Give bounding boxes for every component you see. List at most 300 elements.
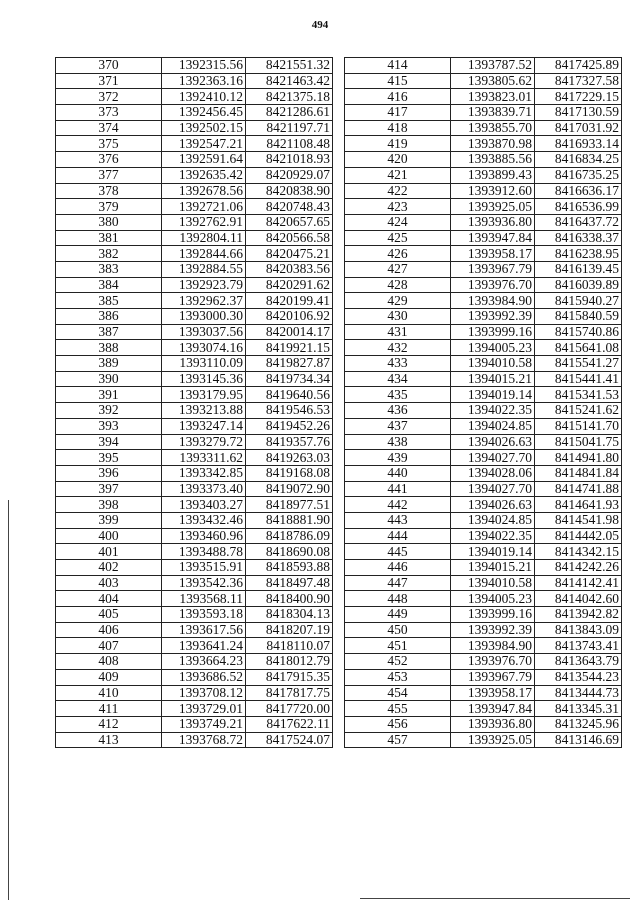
coordinate-x: 1394022.35 bbox=[451, 403, 535, 419]
point-number: 372 bbox=[56, 89, 162, 105]
point-number: 436 bbox=[345, 403, 451, 419]
coordinate-x: 1393641.24 bbox=[162, 638, 246, 654]
coordinate-x: 1392315.56 bbox=[162, 58, 246, 74]
coordinate-y: 8420838.90 bbox=[246, 183, 333, 199]
point-number: 387 bbox=[56, 324, 162, 340]
table-row bbox=[345, 89, 622, 105]
table-row bbox=[56, 293, 333, 309]
coordinate-y: 8420566.58 bbox=[246, 230, 333, 246]
coordinate-y: 8414342.15 bbox=[535, 544, 622, 560]
point-number: 412 bbox=[56, 716, 162, 732]
coordinate-x: 1393515.91 bbox=[162, 560, 246, 576]
coordinate-y: 8416139.45 bbox=[535, 261, 622, 277]
table-row bbox=[56, 528, 333, 544]
table-row bbox=[345, 105, 622, 121]
point-number: 455 bbox=[345, 701, 451, 717]
coordinate-x: 1394026.63 bbox=[451, 497, 535, 513]
table-row bbox=[56, 152, 333, 168]
coordinate-x: 1393110.09 bbox=[162, 356, 246, 372]
point-number: 409 bbox=[56, 669, 162, 685]
coordinate-x: 1393179.95 bbox=[162, 387, 246, 403]
point-number: 398 bbox=[56, 497, 162, 513]
table-row bbox=[345, 669, 622, 685]
coordinate-x: 1392502.15 bbox=[162, 120, 246, 136]
coordinate-x: 1393885.56 bbox=[451, 152, 535, 168]
coordinate-y: 8420929.07 bbox=[246, 167, 333, 183]
coordinate-y: 8421551.32 bbox=[246, 58, 333, 74]
point-number: 427 bbox=[345, 261, 451, 277]
coordinate-x: 1393839.71 bbox=[451, 105, 535, 121]
coordinate-x: 1393925.05 bbox=[451, 732, 535, 748]
table-row bbox=[345, 246, 622, 262]
coordinate-y: 8418110.07 bbox=[246, 638, 333, 654]
table-row bbox=[345, 528, 622, 544]
coordinate-y: 8420657.65 bbox=[246, 214, 333, 230]
table-row bbox=[345, 120, 622, 136]
coordinate-x: 1392884.55 bbox=[162, 261, 246, 277]
coordinate-y: 8418400.90 bbox=[246, 591, 333, 607]
page-border-bottom bbox=[360, 898, 630, 899]
coordinate-y: 8413345.31 bbox=[535, 701, 622, 717]
coordinate-x: 1393936.80 bbox=[451, 214, 535, 230]
table-row bbox=[56, 340, 333, 356]
coordinate-y: 8415241.62 bbox=[535, 403, 622, 419]
table-row bbox=[345, 418, 622, 434]
coordinate-y: 8416735.25 bbox=[535, 167, 622, 183]
table-row bbox=[345, 293, 622, 309]
coordinate-x: 1392762.91 bbox=[162, 214, 246, 230]
coordinate-x: 1393074.16 bbox=[162, 340, 246, 356]
coordinate-x: 1393870.98 bbox=[451, 136, 535, 152]
table-row bbox=[56, 167, 333, 183]
table-row bbox=[345, 58, 622, 74]
coordinate-x: 1393925.05 bbox=[451, 199, 535, 215]
coordinate-y: 8419921.15 bbox=[246, 340, 333, 356]
coordinate-x: 1393617.56 bbox=[162, 622, 246, 638]
coordinate-x: 1393037.56 bbox=[162, 324, 246, 340]
coordinate-x: 1393999.16 bbox=[451, 324, 535, 340]
coordinate-x: 1393403.27 bbox=[162, 497, 246, 513]
point-number: 456 bbox=[345, 716, 451, 732]
table-row bbox=[56, 544, 333, 560]
coordinate-y: 8419263.03 bbox=[246, 450, 333, 466]
point-number: 400 bbox=[56, 528, 162, 544]
point-number: 417 bbox=[345, 105, 451, 121]
table-row bbox=[345, 465, 622, 481]
point-number: 425 bbox=[345, 230, 451, 246]
point-number: 435 bbox=[345, 387, 451, 403]
table-row bbox=[345, 73, 622, 89]
coordinate-y: 8413444.73 bbox=[535, 685, 622, 701]
coordinate-x: 1393145.36 bbox=[162, 371, 246, 387]
point-number: 452 bbox=[345, 654, 451, 670]
table-row bbox=[345, 183, 622, 199]
table-row bbox=[345, 575, 622, 591]
table-row bbox=[345, 512, 622, 528]
table-row bbox=[345, 277, 622, 293]
table-row bbox=[56, 732, 333, 748]
coordinate-y: 8414841.84 bbox=[535, 465, 622, 481]
coordinate-y: 8419546.53 bbox=[246, 403, 333, 419]
table-row bbox=[345, 403, 622, 419]
point-number: 433 bbox=[345, 356, 451, 372]
table-row bbox=[345, 387, 622, 403]
coordinate-x: 1393279.72 bbox=[162, 434, 246, 450]
table-row bbox=[56, 277, 333, 293]
table-row bbox=[345, 434, 622, 450]
table-row bbox=[56, 607, 333, 623]
point-number: 399 bbox=[56, 512, 162, 528]
coordinate-y: 8420748.43 bbox=[246, 199, 333, 215]
table-row bbox=[345, 230, 622, 246]
table-row bbox=[56, 622, 333, 638]
table-row bbox=[56, 371, 333, 387]
point-number: 385 bbox=[56, 293, 162, 309]
point-number: 430 bbox=[345, 309, 451, 325]
coordinate-y: 8418690.08 bbox=[246, 544, 333, 560]
coordinate-x: 1393967.79 bbox=[451, 669, 535, 685]
point-number: 388 bbox=[56, 340, 162, 356]
coordinate-x: 1393958.17 bbox=[451, 246, 535, 262]
page-border-left bbox=[8, 500, 9, 900]
coordinate-y: 8413544.23 bbox=[535, 669, 622, 685]
table-row bbox=[345, 685, 622, 701]
table-row bbox=[56, 497, 333, 513]
coordinate-x: 1392591.64 bbox=[162, 152, 246, 168]
coordinate-y: 8421108.48 bbox=[246, 136, 333, 152]
table-row bbox=[345, 607, 622, 623]
coordinate-y: 8414442.05 bbox=[535, 528, 622, 544]
point-number: 403 bbox=[56, 575, 162, 591]
table-row bbox=[345, 622, 622, 638]
coordinate-y: 8418207.19 bbox=[246, 622, 333, 638]
coordinate-x: 1393768.72 bbox=[162, 732, 246, 748]
coordinate-x: 1393984.90 bbox=[451, 293, 535, 309]
point-number: 371 bbox=[56, 73, 162, 89]
table-row bbox=[56, 669, 333, 685]
point-number: 423 bbox=[345, 199, 451, 215]
coordinate-y: 8414941.80 bbox=[535, 450, 622, 466]
table-row bbox=[345, 340, 622, 356]
table-row bbox=[345, 167, 622, 183]
coordinate-x: 1393373.40 bbox=[162, 481, 246, 497]
coordinates-table-right bbox=[344, 57, 622, 748]
coordinate-x: 1393729.01 bbox=[162, 701, 246, 717]
point-number: 440 bbox=[345, 465, 451, 481]
point-number: 442 bbox=[345, 497, 451, 513]
coordinate-x: 1393936.80 bbox=[451, 716, 535, 732]
table-row bbox=[345, 701, 622, 717]
coordinate-x: 1392844.66 bbox=[162, 246, 246, 262]
point-number: 441 bbox=[345, 481, 451, 497]
coordinate-y: 8417915.35 bbox=[246, 669, 333, 685]
coordinate-y: 8419072.90 bbox=[246, 481, 333, 497]
table-row bbox=[345, 591, 622, 607]
coordinate-x: 1393749.21 bbox=[162, 716, 246, 732]
coordinate-x: 1393311.62 bbox=[162, 450, 246, 466]
point-number: 420 bbox=[345, 152, 451, 168]
table-row bbox=[56, 685, 333, 701]
table-row bbox=[56, 89, 333, 105]
coordinate-x: 1394015.21 bbox=[451, 371, 535, 387]
coordinate-y: 8414641.93 bbox=[535, 497, 622, 513]
coordinate-y: 8416039.89 bbox=[535, 277, 622, 293]
coordinate-x: 1393542.36 bbox=[162, 575, 246, 591]
point-number: 383 bbox=[56, 261, 162, 277]
coordinate-y: 8421463.42 bbox=[246, 73, 333, 89]
coordinate-x: 1392923.79 bbox=[162, 277, 246, 293]
coordinate-x: 1393460.96 bbox=[162, 528, 246, 544]
coordinate-x: 1393488.78 bbox=[162, 544, 246, 560]
coordinate-y: 8421018.93 bbox=[246, 152, 333, 168]
table-row bbox=[345, 371, 622, 387]
coordinate-x: 1393686.52 bbox=[162, 669, 246, 685]
coordinate-x: 1393912.60 bbox=[451, 183, 535, 199]
table-row bbox=[56, 575, 333, 591]
table-row bbox=[56, 246, 333, 262]
point-number: 384 bbox=[56, 277, 162, 293]
point-number: 454 bbox=[345, 685, 451, 701]
table-row bbox=[345, 324, 622, 340]
point-number: 451 bbox=[345, 638, 451, 654]
table-row bbox=[56, 136, 333, 152]
coordinate-x: 1394005.23 bbox=[451, 340, 535, 356]
point-number: 415 bbox=[345, 73, 451, 89]
coordinate-x: 1394019.14 bbox=[451, 387, 535, 403]
coordinate-x: 1392678.56 bbox=[162, 183, 246, 199]
table-row bbox=[56, 465, 333, 481]
table-row bbox=[56, 701, 333, 717]
point-number: 444 bbox=[345, 528, 451, 544]
coordinate-x: 1394015.21 bbox=[451, 560, 535, 576]
table-row bbox=[345, 560, 622, 576]
coordinate-y: 8417720.00 bbox=[246, 701, 333, 717]
coordinate-x: 1394022.35 bbox=[451, 528, 535, 544]
coordinate-x: 1393664.23 bbox=[162, 654, 246, 670]
coordinate-x: 1393000.30 bbox=[162, 309, 246, 325]
coordinate-y: 8419357.76 bbox=[246, 434, 333, 450]
coordinate-x: 1392962.37 bbox=[162, 293, 246, 309]
table-row bbox=[345, 309, 622, 325]
table-row bbox=[56, 481, 333, 497]
point-number: 446 bbox=[345, 560, 451, 576]
coordinate-x: 1392456.45 bbox=[162, 105, 246, 121]
coordinate-y: 8420475.21 bbox=[246, 246, 333, 262]
table-row bbox=[56, 309, 333, 325]
coordinate-y: 8415641.08 bbox=[535, 340, 622, 356]
point-number: 411 bbox=[56, 701, 162, 717]
coordinate-x: 1394010.58 bbox=[451, 356, 535, 372]
table-row bbox=[56, 356, 333, 372]
table-row bbox=[56, 434, 333, 450]
coordinate-y: 8418977.51 bbox=[246, 497, 333, 513]
coordinate-y: 8415041.75 bbox=[535, 434, 622, 450]
coordinate-x: 1393992.39 bbox=[451, 622, 535, 638]
coordinate-y: 8415840.59 bbox=[535, 309, 622, 325]
coordinate-x: 1394026.63 bbox=[451, 434, 535, 450]
coordinate-y: 8415341.53 bbox=[535, 387, 622, 403]
table-row bbox=[56, 230, 333, 246]
coordinate-y: 8420291.62 bbox=[246, 277, 333, 293]
point-number: 414 bbox=[345, 58, 451, 74]
table-row bbox=[345, 136, 622, 152]
point-number: 443 bbox=[345, 512, 451, 528]
coordinate-x: 1393247.14 bbox=[162, 418, 246, 434]
point-number: 457 bbox=[345, 732, 451, 748]
coordinate-y: 8413146.69 bbox=[535, 732, 622, 748]
coordinate-x: 1392410.12 bbox=[162, 89, 246, 105]
table-row bbox=[56, 199, 333, 215]
coordinate-x: 1393999.16 bbox=[451, 607, 535, 623]
coordinate-y: 8418881.90 bbox=[246, 512, 333, 528]
coordinate-y: 8417229.15 bbox=[535, 89, 622, 105]
table-row bbox=[56, 418, 333, 434]
coordinate-x: 1392547.21 bbox=[162, 136, 246, 152]
table-row bbox=[345, 716, 622, 732]
coordinate-x: 1393899.43 bbox=[451, 167, 535, 183]
point-number: 404 bbox=[56, 591, 162, 607]
coordinate-x: 1393805.62 bbox=[451, 73, 535, 89]
table-row bbox=[345, 497, 622, 513]
point-number: 410 bbox=[56, 685, 162, 701]
coordinate-y: 8413843.09 bbox=[535, 622, 622, 638]
coordinate-y: 8417425.89 bbox=[535, 58, 622, 74]
coordinate-y: 8420199.41 bbox=[246, 293, 333, 309]
point-number: 453 bbox=[345, 669, 451, 685]
coordinate-y: 8414242.26 bbox=[535, 560, 622, 576]
point-number: 394 bbox=[56, 434, 162, 450]
coordinate-y: 8419827.87 bbox=[246, 356, 333, 372]
coordinate-y: 8415141.70 bbox=[535, 418, 622, 434]
coordinate-x: 1393976.70 bbox=[451, 277, 535, 293]
coordinate-x: 1393823.01 bbox=[451, 89, 535, 105]
coordinate-y: 8419734.34 bbox=[246, 371, 333, 387]
point-number: 429 bbox=[345, 293, 451, 309]
coordinate-x: 1393947.84 bbox=[451, 230, 535, 246]
coordinate-x: 1394024.85 bbox=[451, 418, 535, 434]
coordinate-x: 1394024.85 bbox=[451, 512, 535, 528]
coordinate-x: 1393593.18 bbox=[162, 607, 246, 623]
coordinate-y: 8413942.82 bbox=[535, 607, 622, 623]
page-number: 494 bbox=[311, 19, 329, 31]
table-row bbox=[56, 105, 333, 121]
table-row bbox=[56, 58, 333, 74]
point-number: 370 bbox=[56, 58, 162, 74]
coordinate-x: 1392363.16 bbox=[162, 73, 246, 89]
point-number: 448 bbox=[345, 591, 451, 607]
coordinate-y: 8413245.96 bbox=[535, 716, 622, 732]
coordinate-x: 1394027.70 bbox=[451, 481, 535, 497]
coordinate-y: 8420106.92 bbox=[246, 309, 333, 325]
point-number: 418 bbox=[345, 120, 451, 136]
coordinate-y: 8421286.61 bbox=[246, 105, 333, 121]
point-number: 424 bbox=[345, 214, 451, 230]
table-row bbox=[56, 591, 333, 607]
point-number: 407 bbox=[56, 638, 162, 654]
coordinate-y: 8416338.37 bbox=[535, 230, 622, 246]
point-number: 437 bbox=[345, 418, 451, 434]
point-number: 377 bbox=[56, 167, 162, 183]
coordinate-y: 8419452.26 bbox=[246, 418, 333, 434]
coordinate-x: 1393855.70 bbox=[451, 120, 535, 136]
coordinate-y: 8414042.60 bbox=[535, 591, 622, 607]
coordinate-x: 1393342.85 bbox=[162, 465, 246, 481]
point-number: 393 bbox=[56, 418, 162, 434]
coordinate-y: 8415740.86 bbox=[535, 324, 622, 340]
point-number: 386 bbox=[56, 309, 162, 325]
coordinate-y: 8414541.98 bbox=[535, 512, 622, 528]
table-row bbox=[56, 73, 333, 89]
table-row bbox=[56, 654, 333, 670]
coordinate-x: 1393976.70 bbox=[451, 654, 535, 670]
point-number: 413 bbox=[56, 732, 162, 748]
coordinate-x: 1394005.23 bbox=[451, 591, 535, 607]
point-number: 421 bbox=[345, 167, 451, 183]
point-number: 406 bbox=[56, 622, 162, 638]
table-row bbox=[56, 512, 333, 528]
point-number: 438 bbox=[345, 434, 451, 450]
point-number: 428 bbox=[345, 277, 451, 293]
point-number: 439 bbox=[345, 450, 451, 466]
coordinate-x: 1393967.79 bbox=[451, 261, 535, 277]
coordinate-y: 8416536.99 bbox=[535, 199, 622, 215]
coordinate-x: 1394027.70 bbox=[451, 450, 535, 466]
coordinate-y: 8414142.41 bbox=[535, 575, 622, 591]
table-row bbox=[56, 403, 333, 419]
table-row bbox=[56, 560, 333, 576]
coordinate-y: 8417817.75 bbox=[246, 685, 333, 701]
point-number: 426 bbox=[345, 246, 451, 262]
point-number: 392 bbox=[56, 403, 162, 419]
table-row bbox=[345, 261, 622, 277]
point-number: 373 bbox=[56, 105, 162, 121]
coordinate-y: 8416834.25 bbox=[535, 152, 622, 168]
coordinate-x: 1393947.84 bbox=[451, 701, 535, 717]
coordinate-y: 8417327.58 bbox=[535, 73, 622, 89]
table-row bbox=[345, 544, 622, 560]
point-number: 376 bbox=[56, 152, 162, 168]
point-number: 447 bbox=[345, 575, 451, 591]
coordinates-table-left bbox=[55, 57, 333, 748]
coordinate-y: 8419640.56 bbox=[246, 387, 333, 403]
coordinate-y: 8418012.79 bbox=[246, 654, 333, 670]
coordinate-x: 1393568.11 bbox=[162, 591, 246, 607]
coordinate-x: 1393708.12 bbox=[162, 685, 246, 701]
point-number: 397 bbox=[56, 481, 162, 497]
coordinate-x: 1393984.90 bbox=[451, 638, 535, 654]
table-row bbox=[56, 324, 333, 340]
table-row bbox=[345, 450, 622, 466]
table-row bbox=[345, 654, 622, 670]
coordinate-y: 8417622.11 bbox=[246, 716, 333, 732]
coordinate-y: 8415541.27 bbox=[535, 356, 622, 372]
coordinate-y: 8418304.13 bbox=[246, 607, 333, 623]
point-number: 419 bbox=[345, 136, 451, 152]
coordinate-x: 1393958.17 bbox=[451, 685, 535, 701]
point-number: 434 bbox=[345, 371, 451, 387]
point-number: 374 bbox=[56, 120, 162, 136]
table-row bbox=[56, 183, 333, 199]
coordinate-y: 8413643.79 bbox=[535, 654, 622, 670]
coordinate-x: 1393787.52 bbox=[451, 58, 535, 74]
point-number: 450 bbox=[345, 622, 451, 638]
coordinate-y: 8413743.41 bbox=[535, 638, 622, 654]
coordinate-y: 8421375.18 bbox=[246, 89, 333, 105]
point-number: 390 bbox=[56, 371, 162, 387]
point-number: 402 bbox=[56, 560, 162, 576]
point-number: 416 bbox=[345, 89, 451, 105]
point-number: 445 bbox=[345, 544, 451, 560]
